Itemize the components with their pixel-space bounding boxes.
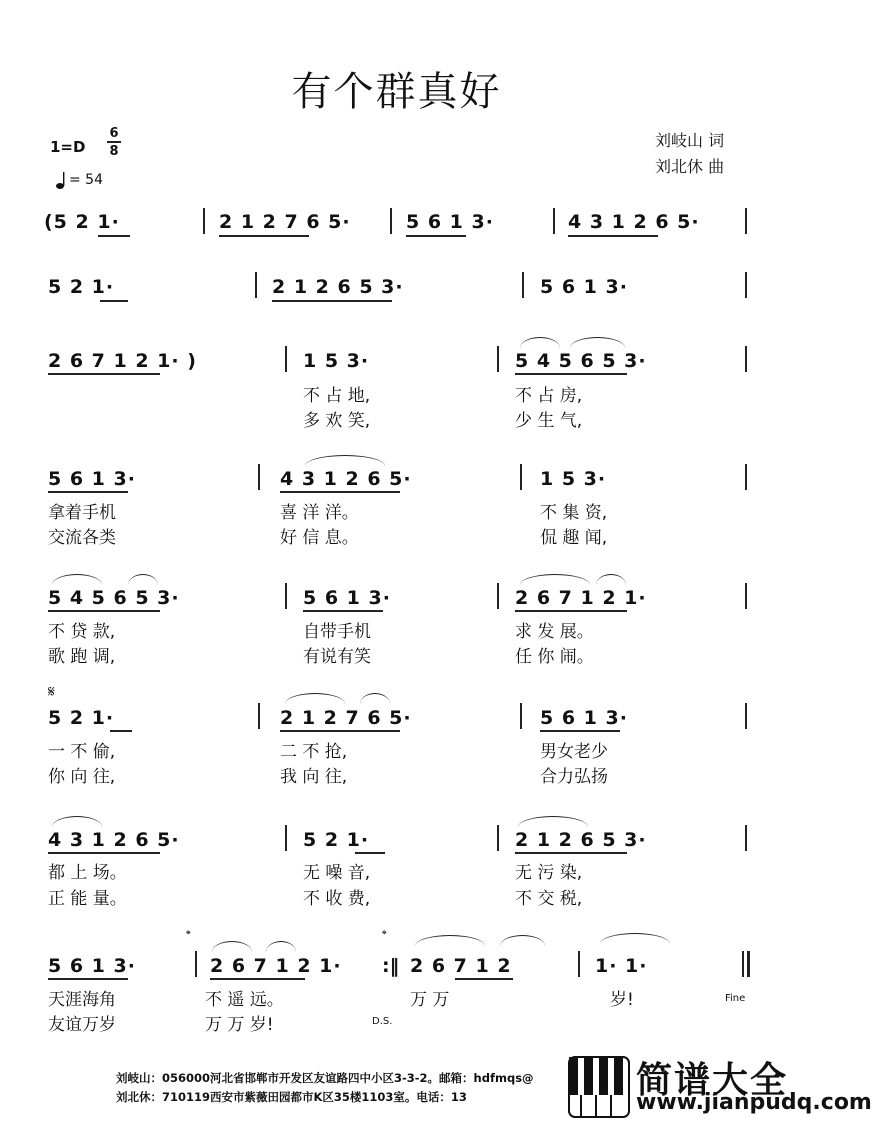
barline	[195, 951, 197, 977]
lyric-verse-1: 岁!	[610, 990, 634, 1010]
beam	[48, 978, 128, 980]
lyric-verse-1: 男女老少	[540, 742, 608, 762]
barline	[203, 208, 205, 234]
slur	[266, 941, 296, 952]
beam	[303, 610, 383, 612]
measure-2: 2 1 2 6 5 3·	[272, 276, 404, 298]
coda-icon: 𝄌	[186, 928, 191, 943]
beam	[568, 235, 658, 237]
beam	[272, 300, 392, 302]
slur	[285, 693, 345, 704]
barline	[522, 272, 524, 298]
lyric-verse-1: 万 万	[410, 990, 450, 1010]
measure-1: 5 2 1·	[48, 707, 115, 729]
footer-contact-lyricist: 刘岐山：056000河北省邯郸市开发区友谊路四中小区3-3-2。邮箱：hdfmqs@	[116, 1071, 534, 1085]
measure-4: 1· 1·	[595, 955, 648, 977]
lyric-verse-2: 我 向 往,	[280, 767, 348, 787]
measure-2: 4 3 1 2 6 5·	[280, 468, 412, 490]
barline	[520, 703, 522, 729]
lyric-verse-1: 不 集 资,	[540, 503, 608, 523]
lyric-verse-2: 多 欢 笑,	[303, 411, 371, 431]
lyric-verse-1: 都 上 场。	[48, 863, 127, 883]
measure-3: 5 6 1 3·	[540, 276, 628, 298]
key-signature: 1=D	[50, 138, 86, 156]
slur	[520, 574, 590, 585]
tempo-marking: = 54	[69, 172, 103, 188]
logo-url: www.jianpudq.com	[636, 1090, 872, 1115]
beam	[48, 852, 160, 854]
lyricist-credit: 刘岐山 词	[655, 131, 725, 150]
lyric-verse-1: 天涯海角	[48, 990, 116, 1010]
fine-marking: Fine	[725, 993, 746, 1004]
lyric-verse-2: 合力弘扬	[540, 767, 608, 787]
time-signature-bar	[107, 141, 121, 143]
measure-1: (5 2 1·	[44, 211, 120, 233]
barline	[497, 346, 499, 372]
beam	[540, 730, 620, 732]
slur	[500, 935, 545, 946]
beam	[455, 978, 513, 980]
barline	[745, 208, 747, 234]
lyric-verse-1: 自带手机	[303, 622, 371, 642]
measure-1: 5 6 1 3·	[48, 468, 136, 490]
barline	[745, 272, 747, 298]
barline	[745, 583, 747, 609]
measure-1: 5 2 1·	[48, 276, 115, 298]
beam	[280, 730, 400, 732]
measure-3: 2 6 7 1 2	[410, 955, 512, 977]
beam	[515, 852, 627, 854]
measure-2: 5 6 1 3·	[303, 587, 391, 609]
time-signature-bottom: 8	[109, 144, 119, 159]
measure-2: 2 1 2 7 6 5·	[280, 707, 412, 729]
measure-2: 2 1 2 7 6 5·	[219, 211, 351, 233]
lyric-verse-2: 有说有笑	[303, 647, 371, 667]
ds-marking: D.S.	[372, 1016, 393, 1027]
measure-3: 2 6 7 1 2 1·	[515, 587, 647, 609]
lyric-verse-2: 侃 趣 闻,	[540, 528, 608, 548]
measure-2: 1 5 3·	[303, 350, 370, 372]
slur	[128, 574, 158, 585]
slur	[360, 693, 390, 704]
beam	[110, 730, 132, 732]
measure-3: 1 5 3·	[540, 468, 607, 490]
slur	[52, 816, 102, 827]
coda-icon: 𝄌	[382, 928, 387, 943]
slur	[212, 941, 252, 952]
beam	[219, 235, 309, 237]
lyric-verse-1: 求 发 展。	[515, 622, 594, 642]
lyric-verse-2: 歌 跑 调,	[48, 647, 116, 667]
barline	[745, 825, 747, 851]
lyric-verse-2: 友谊万岁	[48, 1015, 116, 1035]
lyric-verse-2: 正 能 量。	[48, 889, 127, 909]
composer-credit: 刘北休 曲	[655, 157, 725, 176]
beam	[210, 978, 305, 980]
beam	[48, 610, 160, 612]
lyric-verse-2: 不 交 税,	[515, 889, 583, 909]
measure-3: 5 6 1 3·	[540, 707, 628, 729]
barline	[497, 825, 499, 851]
slur	[570, 337, 625, 348]
slur	[600, 933, 670, 944]
beam	[355, 852, 385, 854]
lyric-verse-1: 无 噪 音,	[303, 863, 371, 883]
lyric-verse-1: 二 不 抢,	[280, 742, 348, 762]
slur	[520, 337, 560, 348]
lyric-verse-1: 不 占 地,	[303, 386, 371, 406]
time-signature-top: 6	[109, 126, 119, 141]
logo-text: 简谱大全	[636, 1060, 789, 1101]
lyric-verse-1: 不 贷 款,	[48, 622, 116, 642]
lyric-verse-1: 不 占 房,	[515, 386, 583, 406]
beam	[515, 373, 627, 375]
beam	[280, 491, 400, 493]
lyric-verse-2: 你 向 往,	[48, 767, 116, 787]
slur	[305, 455, 385, 466]
lyric-verse-2: 少 生 气,	[515, 411, 583, 431]
footer-contact-composer: 刘北休：710119西安市紫薇田园都市K区35楼1103室。电话：13	[116, 1090, 467, 1104]
barline	[390, 208, 392, 234]
barline	[497, 583, 499, 609]
final-barline	[742, 951, 744, 977]
barline	[285, 346, 287, 372]
measure-3: 5 6 1 3·	[406, 211, 494, 233]
barline	[578, 951, 580, 977]
barline	[745, 703, 747, 729]
repeat-barline: :‖	[382, 955, 400, 977]
barline	[553, 208, 555, 234]
lyric-verse-2: 交流各类	[48, 528, 116, 548]
lyric-verse-1: 不 遥 远。	[205, 990, 284, 1010]
measure-1: 5 6 1 3·	[48, 955, 136, 977]
beam	[515, 610, 627, 612]
final-barline-thick	[747, 951, 750, 977]
lyric-verse-2: 不 收 费,	[303, 889, 371, 909]
beam	[100, 300, 128, 302]
slur	[518, 816, 588, 827]
barline	[255, 272, 257, 298]
measure-1: 4 3 1 2 6 5·	[48, 829, 180, 851]
beam	[48, 373, 160, 375]
measure-4: 4 3 1 2 6 5·	[568, 211, 700, 233]
slur	[596, 574, 626, 585]
segno-icon: 𝄋	[48, 682, 55, 701]
beam	[406, 235, 466, 237]
piano-logo-icon	[568, 1056, 630, 1122]
barline	[745, 464, 747, 490]
barline	[258, 703, 260, 729]
measure-2: 2 6 7 1 2 1·	[210, 955, 342, 977]
barline	[520, 464, 522, 490]
measure-3: 5 4 5 6 5 3·	[515, 350, 647, 372]
barline	[285, 583, 287, 609]
lyric-verse-1: 喜 洋 洋。	[280, 503, 359, 523]
barline	[258, 464, 260, 490]
slur	[415, 935, 485, 946]
measure-2: 5 2 1·	[303, 829, 370, 851]
lyric-verse-1: 拿着手机	[48, 503, 116, 523]
lyric-verse-1: 无 污 染,	[515, 863, 583, 883]
lyric-verse-2: 好 信 息。	[280, 528, 359, 548]
barline	[285, 825, 287, 851]
measure-1: 5 4 5 6 5 3·	[48, 587, 180, 609]
measure-3: 2 1 2 6 5 3·	[515, 829, 647, 851]
slur	[52, 574, 102, 585]
beam	[48, 491, 128, 493]
quarter-note-icon	[56, 172, 68, 194]
song-title: 有个群真好	[291, 69, 502, 115]
barline	[745, 346, 747, 372]
lyric-verse-1: 一 不 偷,	[48, 742, 116, 762]
lyric-verse-2: 任 你 闹。	[515, 647, 594, 667]
beam	[98, 235, 130, 237]
lyric-verse-2: 万 万 岁!	[205, 1015, 274, 1035]
measure-1: 2 6 7 1 2 1· )	[48, 350, 197, 372]
